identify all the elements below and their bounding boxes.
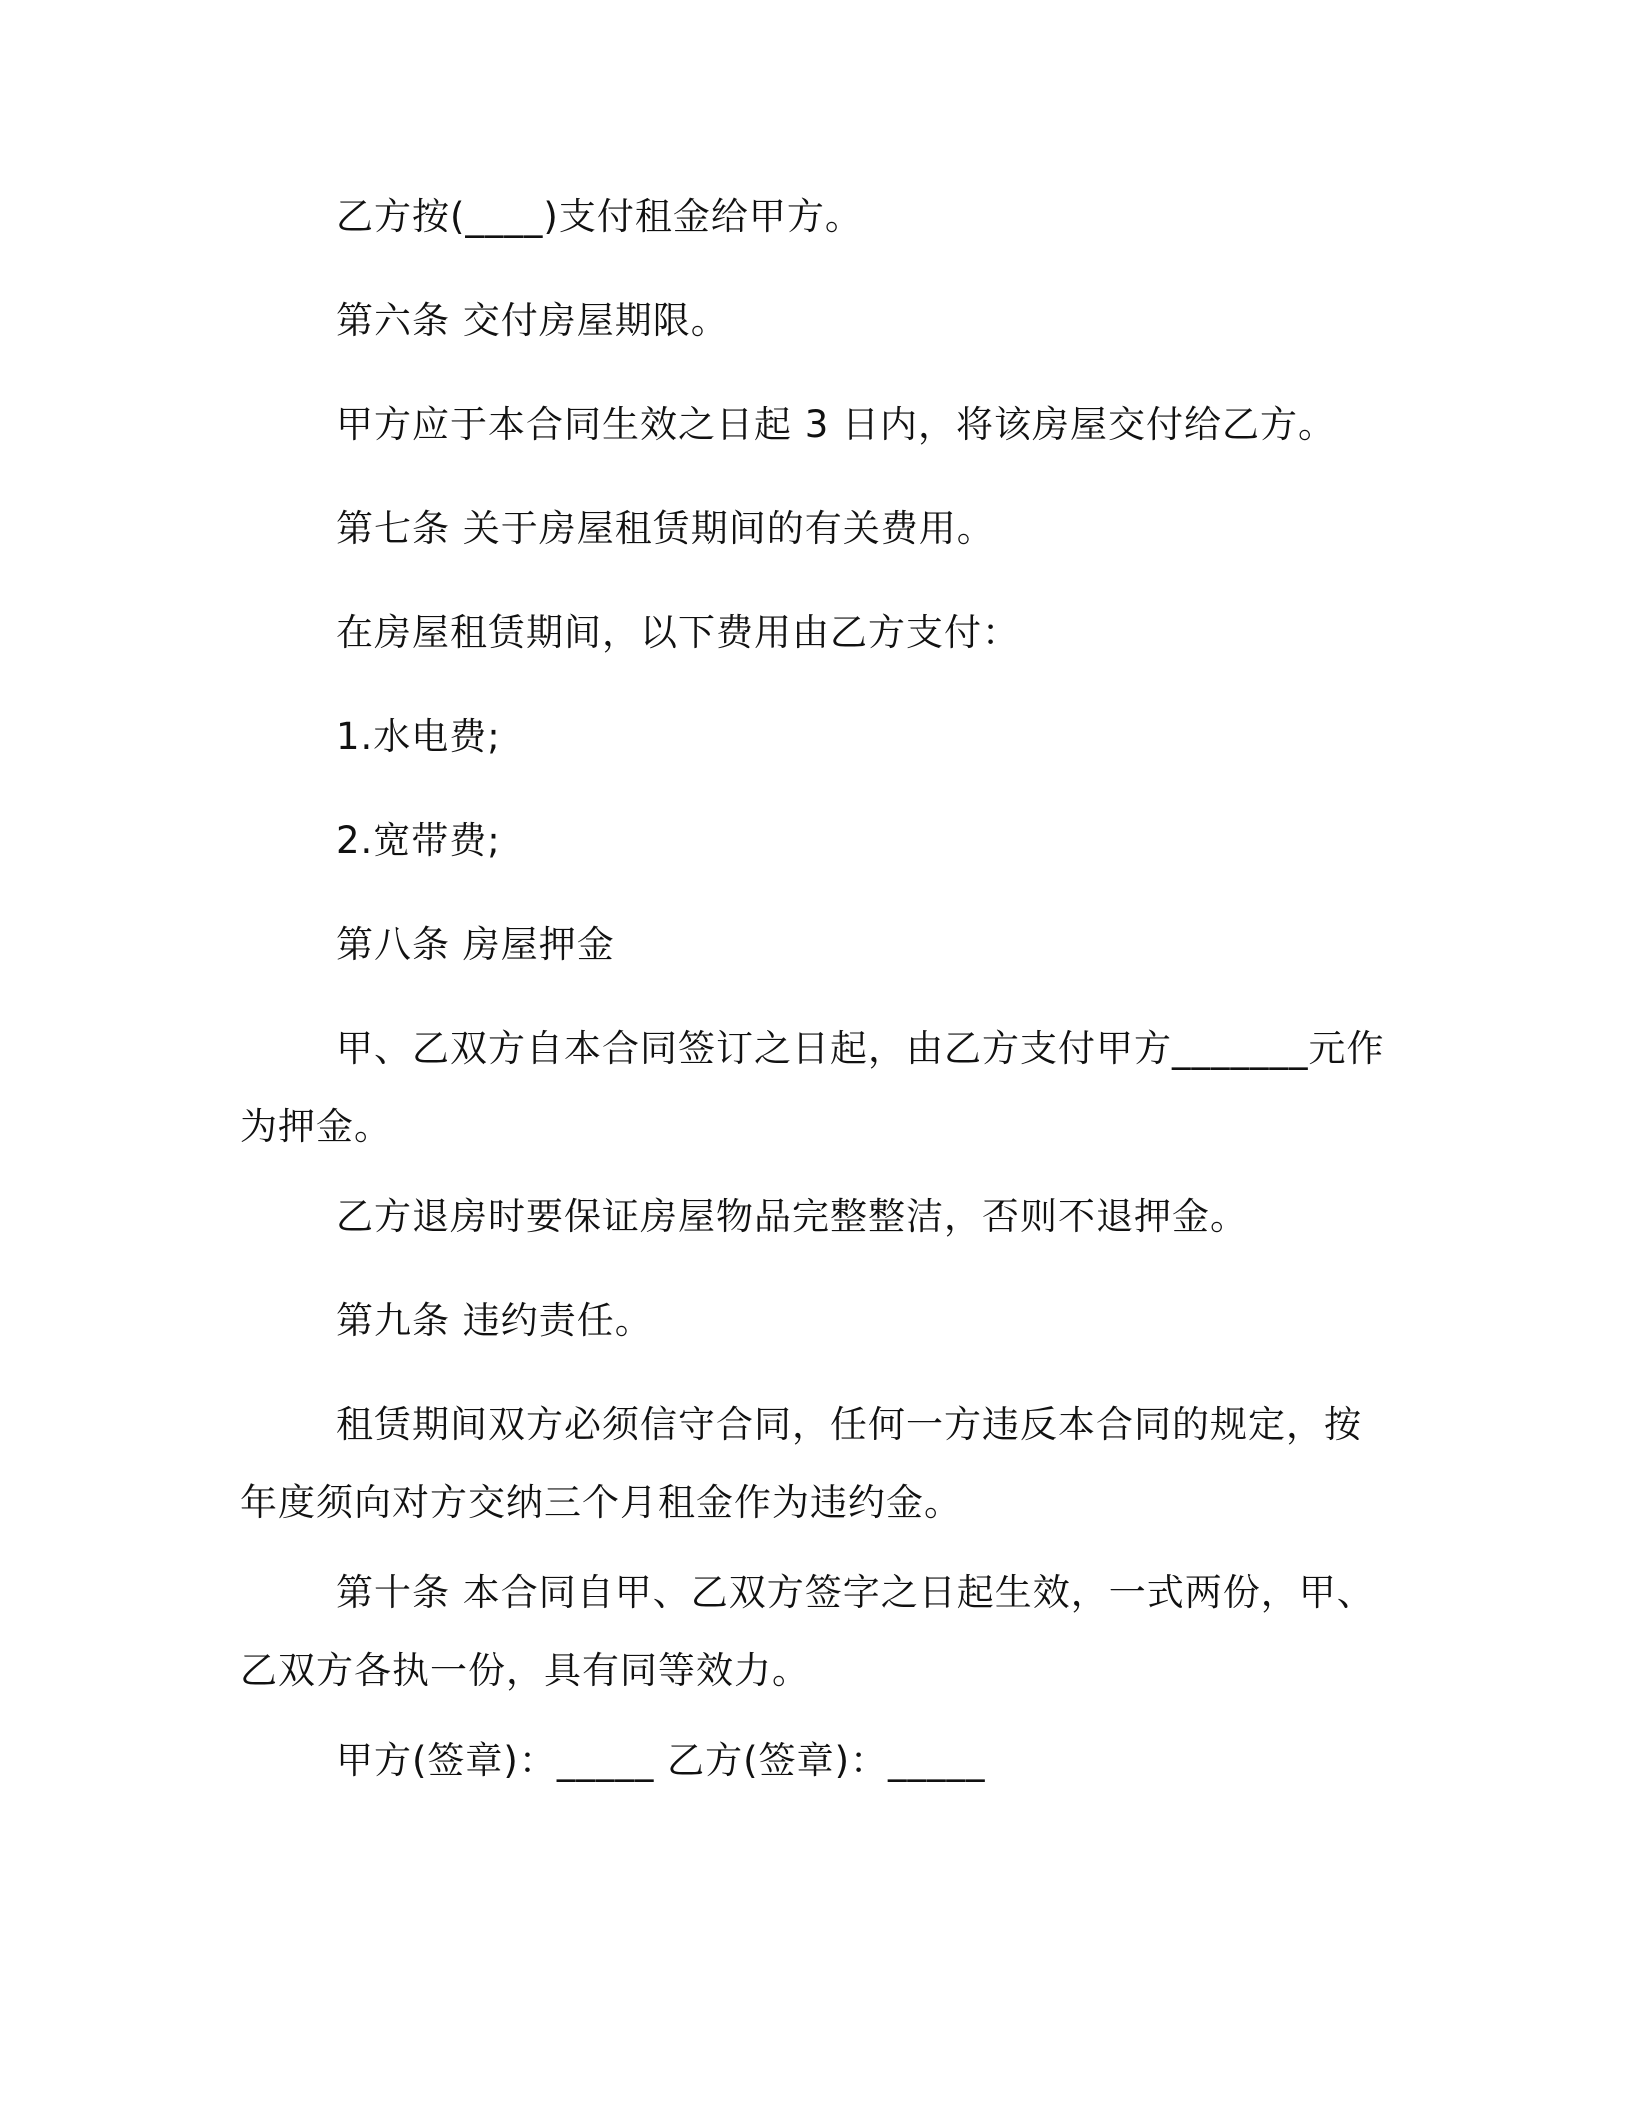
paragraph-article-7-heading: 第七条 关于房屋租赁期间的有关费用。 xyxy=(336,507,995,550)
paragraph-article-8-heading: 第八条 房屋押金 xyxy=(336,923,615,966)
paragraph-fees-intro: 在房屋租赁期间，以下费用由乙方支付： xyxy=(336,611,1020,654)
paragraph-breach-liability: 租赁期间双方必须信守合同，任何一方违反本合同的规定，按年度须向对方交纳三个月租金作为违约金。 xyxy=(240,1403,1362,1524)
paragraph-fee-broadband: 2.宽带费; xyxy=(336,819,501,862)
paragraph-signatures: 甲方(签章)：_____ 乙方(签章)：_____ xyxy=(336,1739,986,1782)
paragraph-article-10-effectiveness: 第十条 本合同自甲、乙双方签字之日起生效，一式两份，甲、乙双方各执一份，具有同等效力。 xyxy=(240,1571,1375,1692)
paragraph-rent-payment: 乙方按(____)支付租金给甲方。 xyxy=(336,195,863,238)
paragraph-delivery-term: 甲方应于本合同生效之日起 3 日内，将该房屋交付给乙方。 xyxy=(336,403,1337,446)
paragraph-article-9-heading: 第九条 违约责任。 xyxy=(336,1299,653,1342)
paragraph-article-6-heading: 第六条 交付房屋期限。 xyxy=(336,299,729,342)
paragraph-deposit-amount: 甲、乙双方自本合同签订之日起，由乙方支付甲方_______元作为押金。 xyxy=(240,1027,1385,1148)
paragraph-deposit-refund: 乙方退房时要保证房屋物品完整整洁，否则不退押金。 xyxy=(336,1195,1248,1238)
paragraph-fee-utilities: 1.水电费; xyxy=(336,715,501,758)
document-body xyxy=(240,192,1390,1840)
